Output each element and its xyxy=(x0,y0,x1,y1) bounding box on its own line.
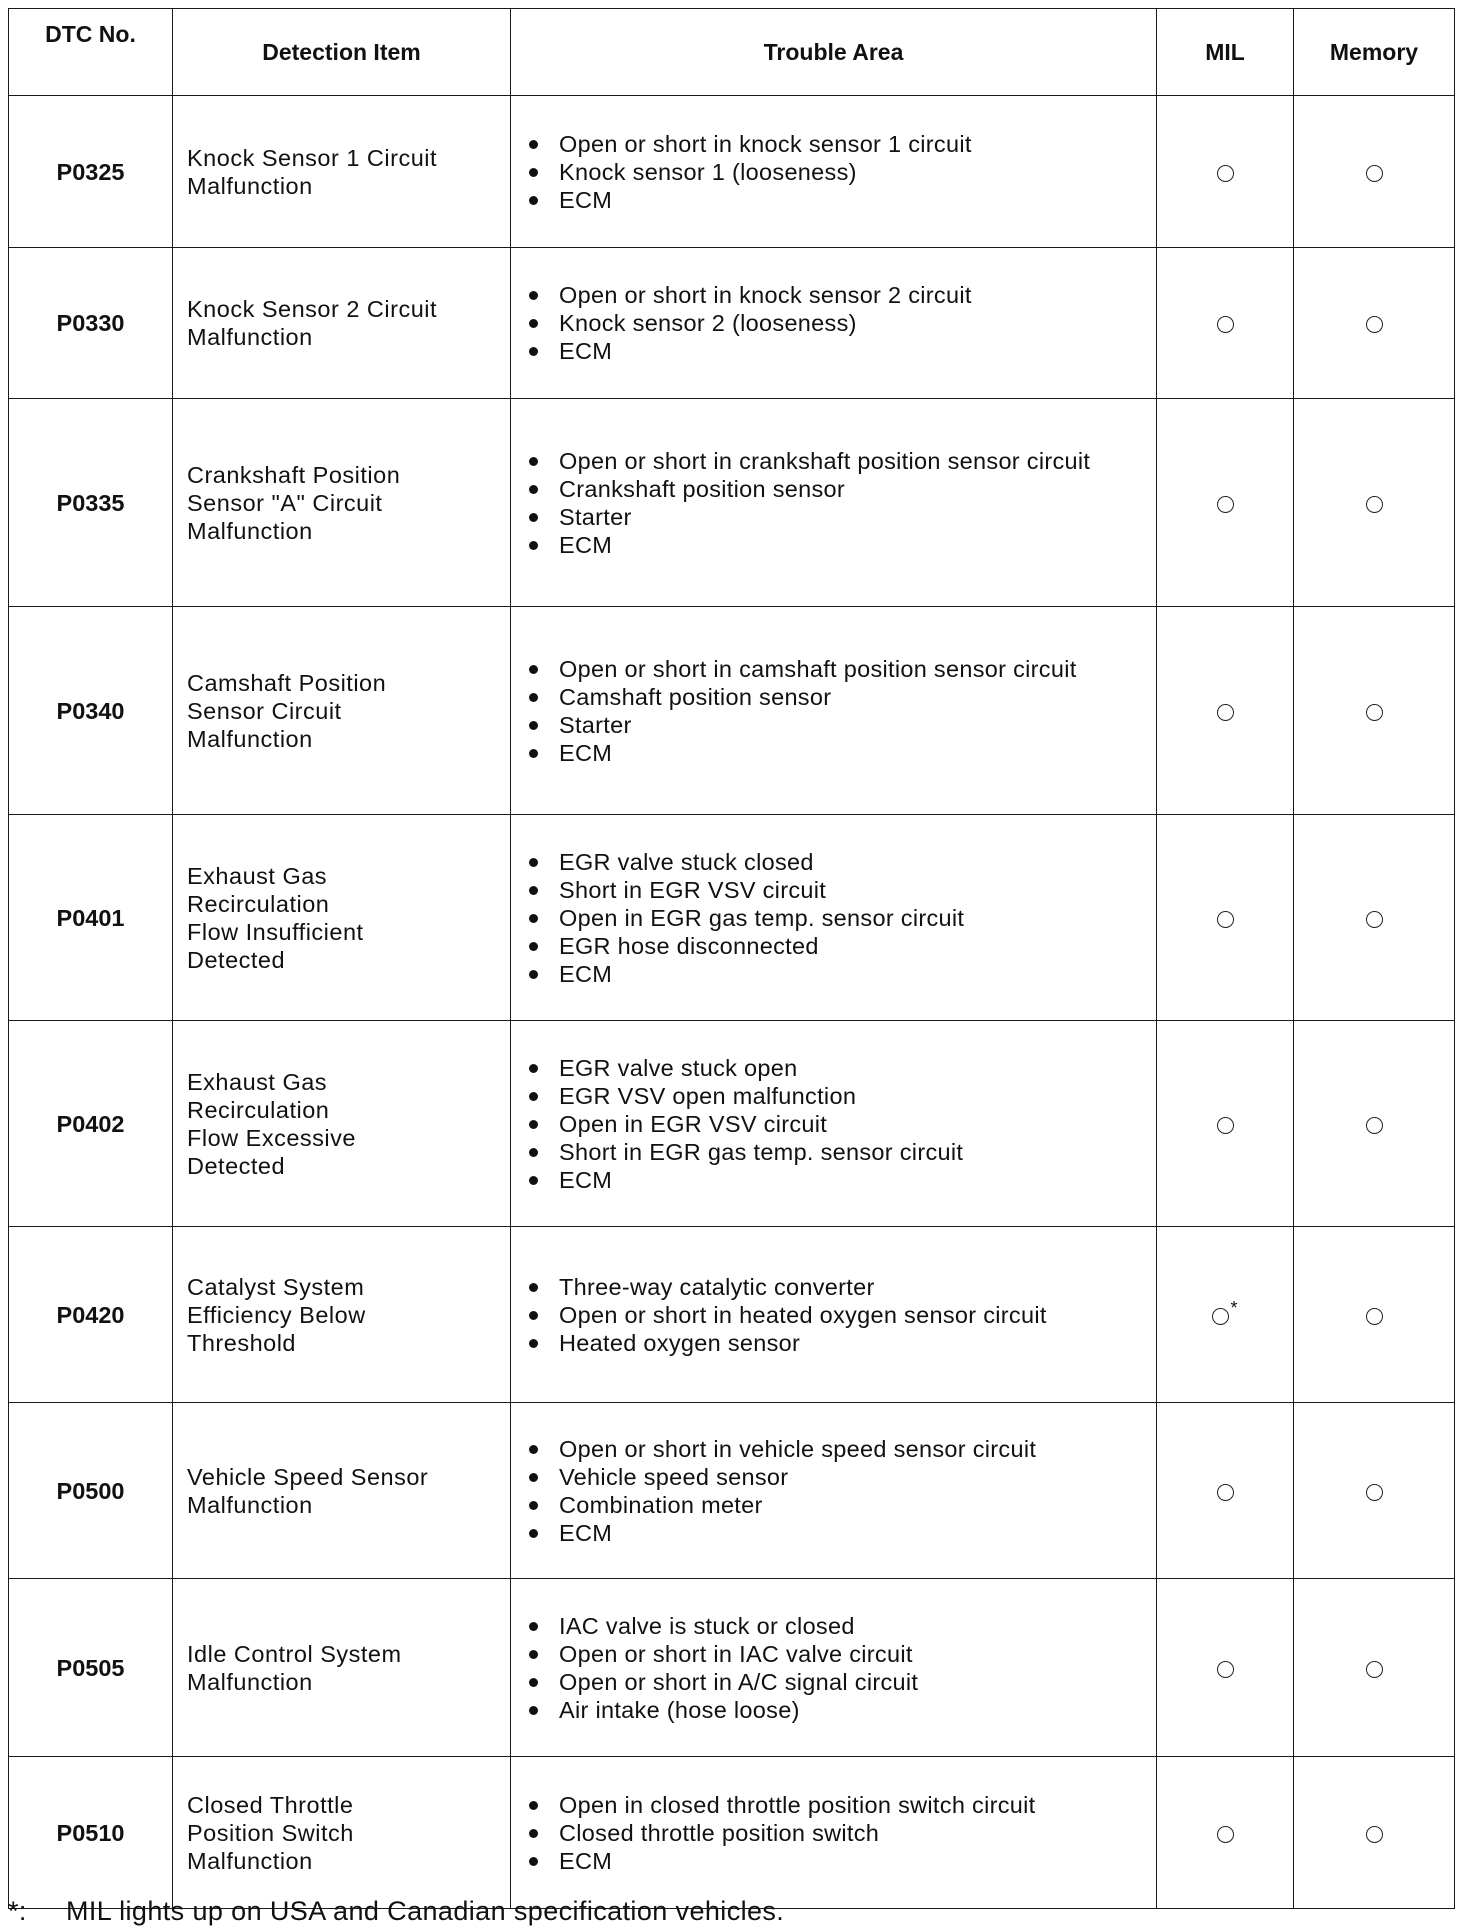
memory-cell xyxy=(1294,399,1455,607)
dtc-code: P0500 xyxy=(9,1403,173,1579)
detection-item xyxy=(173,96,511,248)
trouble-item: Open or short in crankshaft position sensor circuit xyxy=(525,447,1148,475)
memory-circle-icon xyxy=(1366,1308,1383,1325)
footnote-text: MIL lights up on USA and Canadian specification vehicles. xyxy=(66,1896,785,1926)
detection-line: Exhaust Gas xyxy=(187,1068,328,1095)
trouble-item: Crankshaft position sensor xyxy=(525,475,1148,503)
trouble-item: Open in EGR gas temp. sensor circuit xyxy=(525,904,1148,932)
trouble-area xyxy=(511,607,1157,815)
trouble-item: Open or short in camshaft position sensor circuit xyxy=(525,655,1148,683)
mil-cell xyxy=(1157,399,1294,607)
table-row xyxy=(9,607,1455,815)
trouble-item: Knock sensor 2 (looseness) xyxy=(525,309,1148,337)
detection-line: Malfunction xyxy=(187,725,313,752)
dtc-code: P0330 xyxy=(9,248,173,399)
trouble-item: Open or short in vehicle speed sensor circuit xyxy=(525,1435,1148,1463)
memory-circle-icon xyxy=(1366,1117,1383,1134)
table-row xyxy=(9,96,1455,248)
table-row xyxy=(9,1403,1455,1579)
mil-circle-icon xyxy=(1217,911,1234,928)
dtc-code: P0505 xyxy=(9,1579,173,1757)
trouble-list xyxy=(525,655,1148,767)
trouble-item: ECM xyxy=(525,1847,1148,1875)
detection-item xyxy=(173,607,511,815)
trouble-area xyxy=(511,1227,1157,1403)
detection-line: Camshaft Position xyxy=(187,669,387,696)
detection-line: Knock Sensor 1 Circuit xyxy=(187,144,438,171)
trouble-item: Starter xyxy=(525,503,1148,531)
header-memory: Memory xyxy=(1294,9,1455,96)
header-trouble-area: Trouble Area xyxy=(511,9,1157,96)
trouble-list xyxy=(525,848,1148,988)
table-row xyxy=(9,248,1455,399)
trouble-item: Open or short in IAC valve circuit xyxy=(525,1640,1148,1668)
trouble-item: IAC valve is stuck or closed xyxy=(525,1612,1148,1640)
dtc-code: P0335 xyxy=(9,399,173,607)
detection-line: Malfunction xyxy=(187,172,313,199)
detection-line: Malfunction xyxy=(187,1668,313,1695)
trouble-area xyxy=(511,96,1157,248)
trouble-item: Open or short in knock sensor 2 circuit xyxy=(525,281,1148,309)
table-row xyxy=(9,815,1455,1021)
trouble-area xyxy=(511,399,1157,607)
detection-line: Knock Sensor 2 Circuit xyxy=(187,296,438,322)
detection-line: Malfunction xyxy=(187,1847,313,1874)
trouble-item: ECM xyxy=(525,960,1148,988)
mil-cell xyxy=(1157,1021,1294,1227)
detection-line: Closed Throttle xyxy=(187,1791,354,1818)
header-row xyxy=(9,9,1455,96)
detection-item xyxy=(173,248,511,399)
memory-circle-icon xyxy=(1366,704,1383,721)
detection-line: Detected xyxy=(187,1152,286,1179)
memory-cell xyxy=(1294,96,1455,248)
mil-cell xyxy=(1157,96,1294,248)
trouble-area xyxy=(511,1579,1157,1757)
table-body xyxy=(9,96,1455,1909)
mil-cell xyxy=(1157,607,1294,815)
memory-cell xyxy=(1294,1757,1455,1909)
mil-cell xyxy=(1157,815,1294,1021)
detection-line: Position Switch xyxy=(187,1819,354,1846)
trouble-item: Open or short in knock sensor 1 circuit xyxy=(525,130,1148,158)
memory-cell xyxy=(1294,248,1455,399)
trouble-list xyxy=(525,1791,1148,1875)
trouble-list xyxy=(525,447,1148,559)
table-row xyxy=(9,1757,1455,1909)
memory-cell xyxy=(1294,1403,1455,1579)
trouble-item: ECM xyxy=(525,186,1148,214)
detection-line: Sensor "A" Circuit xyxy=(187,489,383,516)
memory-cell xyxy=(1294,1021,1455,1227)
mil-cell xyxy=(1157,1579,1294,1757)
mil-circle-icon xyxy=(1217,496,1234,513)
trouble-item: ECM xyxy=(525,739,1148,767)
mil-cell xyxy=(1157,1757,1294,1909)
mil-circle-icon xyxy=(1217,704,1234,721)
trouble-item: EGR valve stuck open xyxy=(525,1054,1148,1082)
trouble-item: ECM xyxy=(525,337,1148,365)
detection-line: Exhaust Gas xyxy=(187,862,328,889)
detection-line: Malfunction xyxy=(187,517,313,544)
mil-cell xyxy=(1157,1227,1294,1403)
table-row xyxy=(9,1579,1455,1757)
dtc-code: P0510 xyxy=(9,1757,173,1909)
dtc-table xyxy=(8,8,1455,1909)
dtc-code: P0402 xyxy=(9,1021,173,1227)
header-detection-item: Detection Item xyxy=(173,9,511,96)
mil-circle-icon xyxy=(1217,316,1234,333)
trouble-list xyxy=(525,281,1148,365)
header-mil: MIL xyxy=(1157,9,1294,96)
trouble-list xyxy=(525,130,1148,214)
mil-circle-icon xyxy=(1217,1484,1234,1501)
memory-circle-icon xyxy=(1366,316,1383,333)
table-row xyxy=(9,1227,1455,1403)
trouble-area xyxy=(511,815,1157,1021)
trouble-item: EGR valve stuck closed xyxy=(525,848,1148,876)
memory-cell xyxy=(1294,1579,1455,1757)
trouble-item: Knock sensor 1 (looseness) xyxy=(525,158,1148,186)
detection-line: Threshold xyxy=(187,1329,296,1356)
detection-item xyxy=(173,399,511,607)
memory-circle-icon xyxy=(1366,911,1383,928)
table-row xyxy=(9,1021,1455,1227)
trouble-item: Open or short in A/C signal circuit xyxy=(525,1668,1148,1696)
memory-circle-icon xyxy=(1366,1661,1383,1678)
mil-cell xyxy=(1157,1403,1294,1579)
footnote xyxy=(8,1896,784,1926)
detection-line: Catalyst System xyxy=(187,1273,365,1300)
table-row xyxy=(9,399,1455,607)
memory-circle-icon xyxy=(1366,1484,1383,1501)
trouble-item: Air intake (hose loose) xyxy=(525,1696,1148,1724)
trouble-item: Vehicle speed sensor xyxy=(525,1463,1148,1491)
mil-cell xyxy=(1157,248,1294,399)
trouble-item: Combination meter xyxy=(525,1491,1148,1519)
dtc-code: P0420 xyxy=(9,1227,173,1403)
detection-line: Flow Excessive xyxy=(187,1124,356,1151)
mil-circle-icon xyxy=(1217,1826,1234,1843)
trouble-item: Camshaft position sensor xyxy=(525,683,1148,711)
detection-line: Detected xyxy=(187,946,286,973)
trouble-item: EGR VSV open malfunction xyxy=(525,1082,1148,1110)
trouble-item: Open in closed throttle position switch circuit xyxy=(525,1791,1148,1819)
mil-circle-icon xyxy=(1217,1117,1234,1134)
trouble-item: ECM xyxy=(525,531,1148,559)
trouble-item: ECM xyxy=(525,1519,1148,1547)
detection-line: Recirculation xyxy=(187,890,330,917)
trouble-item: Open or short in heated oxygen sensor circuit xyxy=(525,1301,1148,1329)
memory-cell xyxy=(1294,607,1455,815)
trouble-item: Three-way catalytic converter xyxy=(525,1273,1148,1301)
memory-circle-icon xyxy=(1366,1826,1383,1843)
header-dtc-no: DTC No. xyxy=(9,9,173,96)
dtc-code: P0401 xyxy=(9,815,173,1021)
detection-item xyxy=(173,1021,511,1227)
trouble-item: Open in EGR VSV circuit xyxy=(525,1110,1148,1138)
detection-item xyxy=(173,1227,511,1403)
trouble-area xyxy=(511,1403,1157,1579)
mil-circle-icon xyxy=(1217,1661,1234,1678)
trouble-item: Short in EGR VSV circuit xyxy=(525,876,1148,904)
trouble-item: ECM xyxy=(525,1166,1148,1194)
detection-line: Malfunction xyxy=(187,1491,313,1518)
table-header xyxy=(9,9,1455,96)
trouble-item: Starter xyxy=(525,711,1148,739)
trouble-item: Closed throttle position switch xyxy=(525,1819,1148,1847)
detection-line: Crankshaft Position xyxy=(187,461,401,488)
trouble-area xyxy=(511,1757,1157,1909)
memory-cell xyxy=(1294,1227,1455,1403)
trouble-item: Short in EGR gas temp. sensor circuit xyxy=(525,1138,1148,1166)
detection-item xyxy=(173,1403,511,1579)
footnote-marker: *: xyxy=(8,1896,27,1926)
trouble-list xyxy=(525,1612,1148,1724)
trouble-list xyxy=(525,1273,1148,1357)
trouble-item: EGR hose disconnected xyxy=(525,932,1148,960)
detection-line: Vehicle Speed Sensor xyxy=(187,1463,429,1490)
mil-circle-icon xyxy=(1217,165,1234,182)
memory-circle-icon xyxy=(1366,496,1383,513)
memory-circle-icon xyxy=(1366,165,1383,182)
mil-footnote-mark: * xyxy=(1230,1297,1238,1318)
detection-line: Efficiency Below xyxy=(187,1301,366,1328)
detection-line: Malfunction xyxy=(187,324,313,350)
trouble-list xyxy=(525,1435,1148,1547)
detection-line: Recirculation xyxy=(187,1096,330,1123)
detection-item xyxy=(173,1579,511,1757)
trouble-list xyxy=(525,1054,1148,1194)
trouble-area xyxy=(511,1021,1157,1227)
detection-item xyxy=(173,1757,511,1909)
detection-line: Flow Insufficient xyxy=(187,918,364,945)
detection-line: Idle Control System xyxy=(187,1640,402,1667)
dtc-code: P0325 xyxy=(9,96,173,248)
detection-item xyxy=(173,815,511,1021)
trouble-item: Heated oxygen sensor xyxy=(525,1329,1148,1357)
trouble-area xyxy=(511,248,1157,399)
mil-circle-icon xyxy=(1212,1308,1229,1325)
detection-line: Sensor Circuit xyxy=(187,697,342,724)
memory-cell xyxy=(1294,815,1455,1021)
dtc-code: P0340 xyxy=(9,607,173,815)
